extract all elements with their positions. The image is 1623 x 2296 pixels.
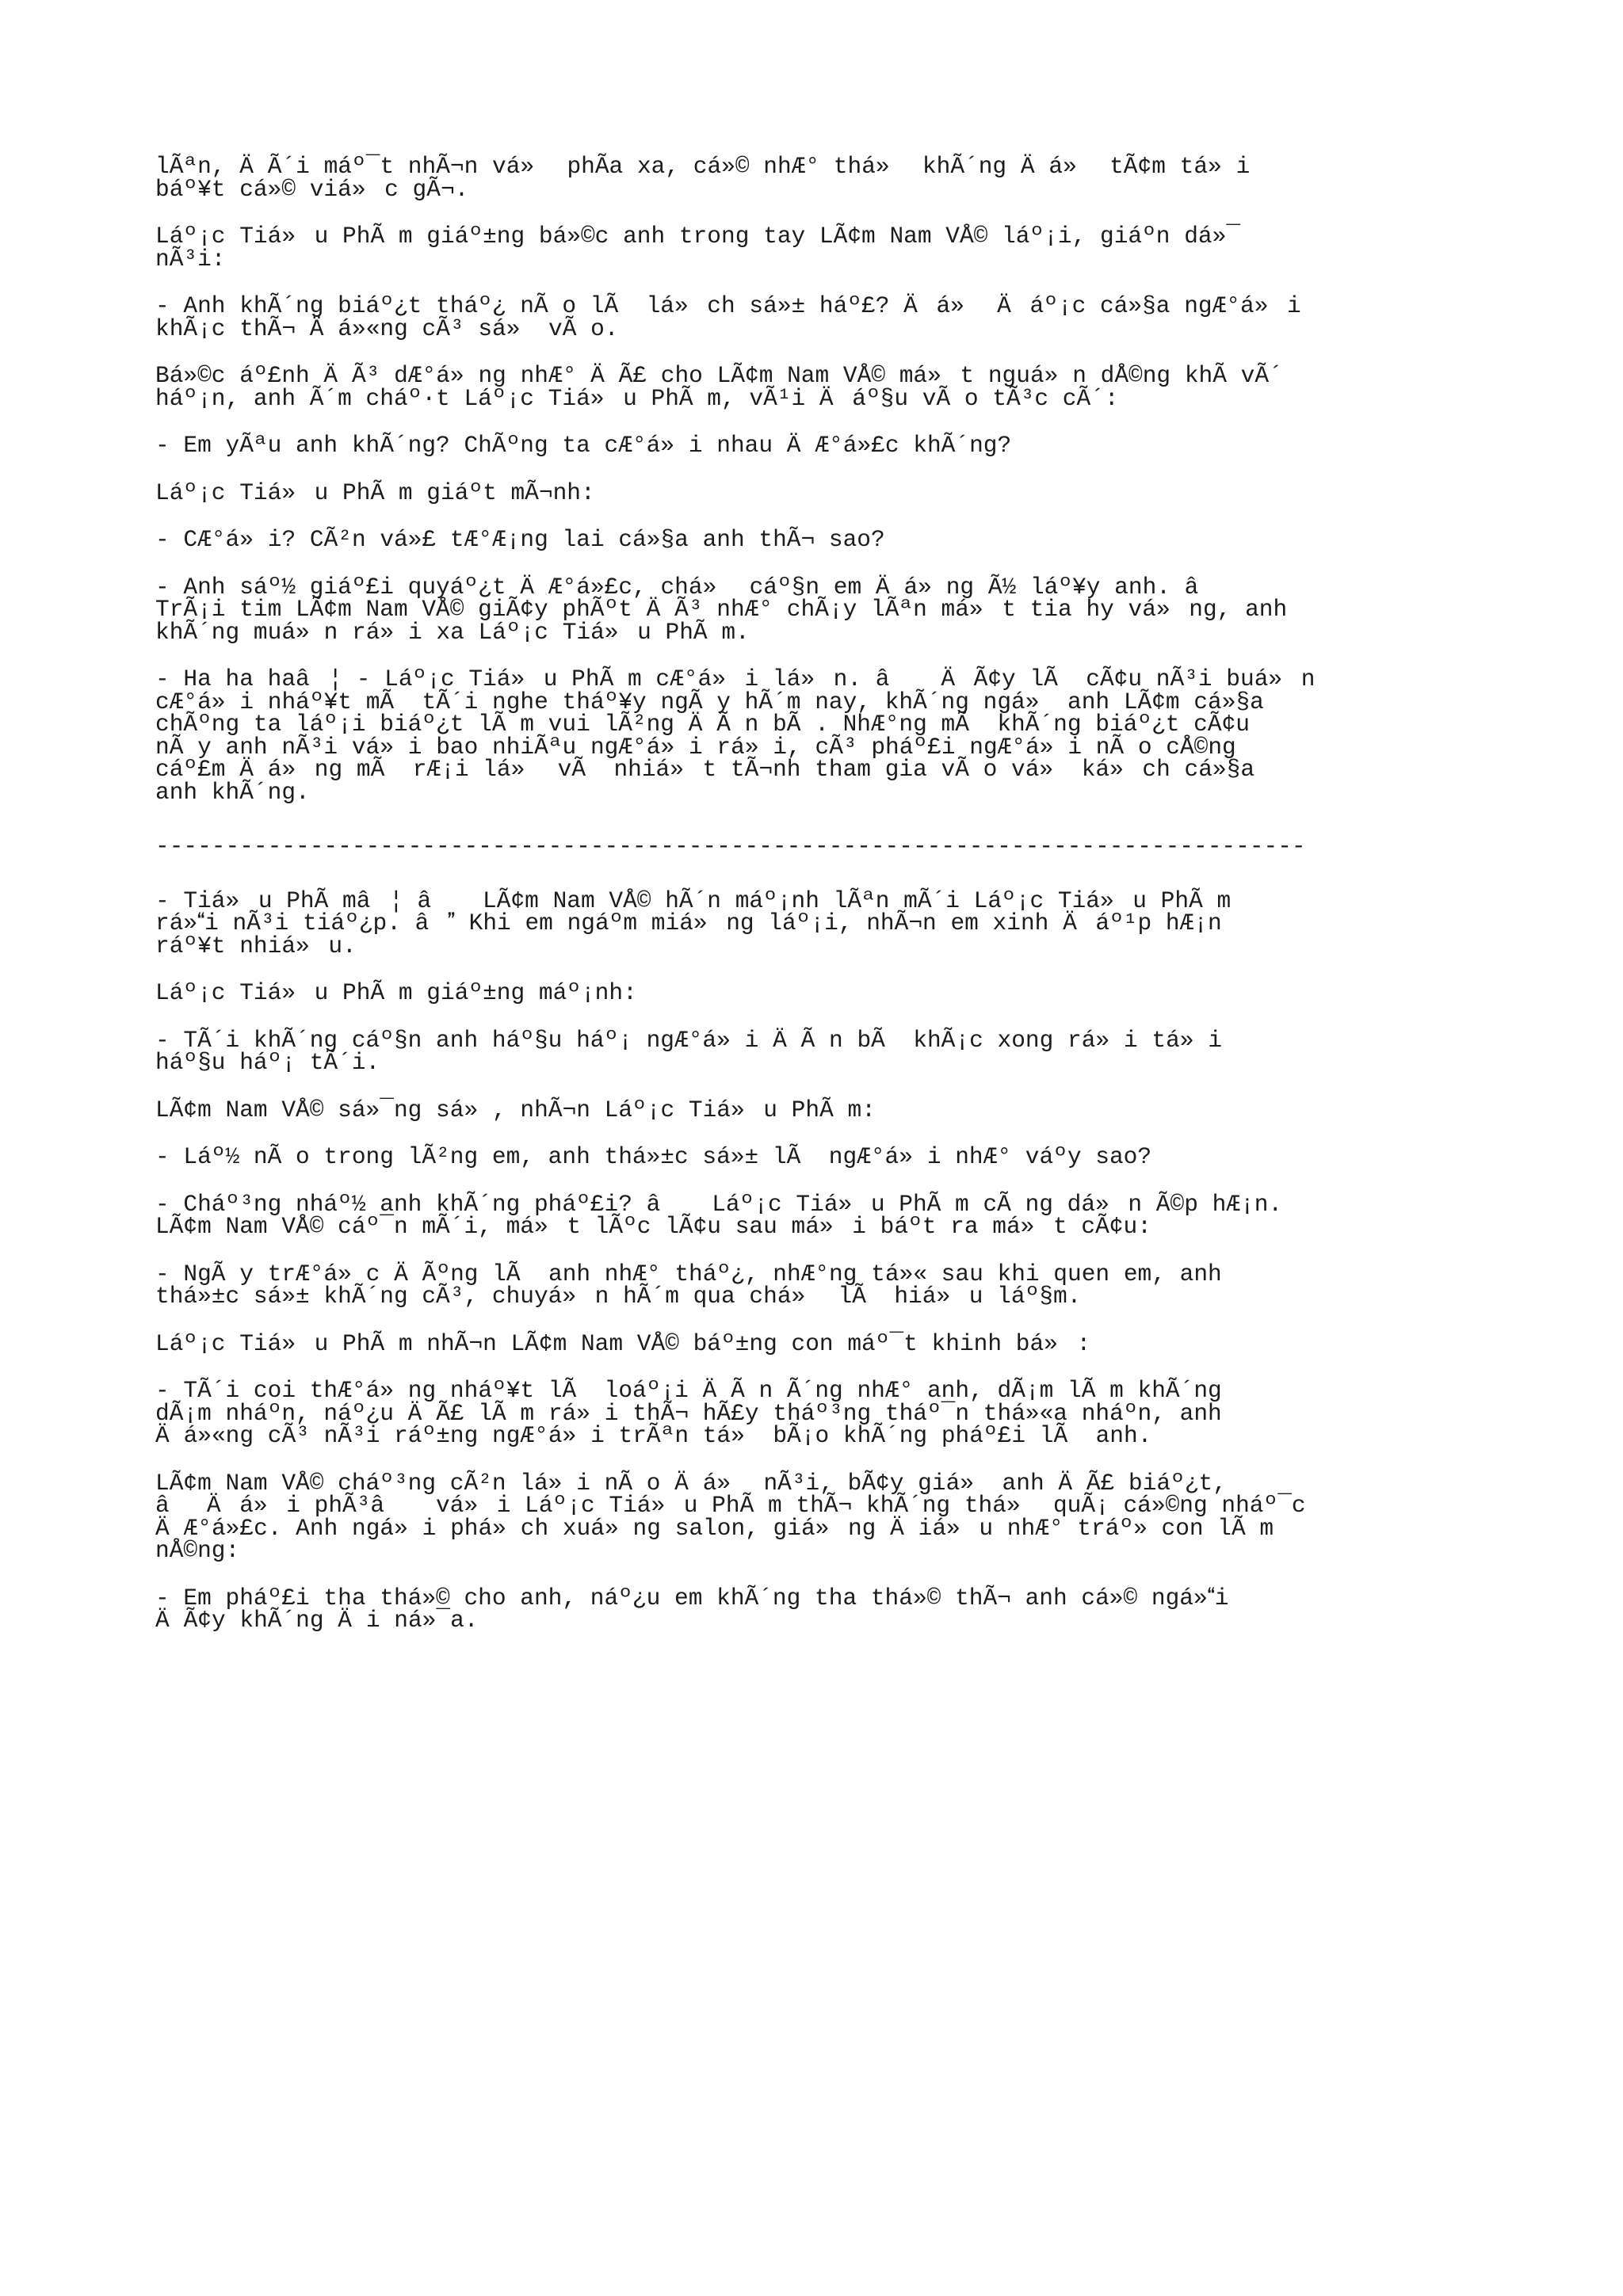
- paragraph: - TÃ´i coi thÆ°á»ng nháº¥t lÃ loáº¡i ÄÃ n Ã´ng nhÆ° anh, dÃ¡m lÃ m khÃ´ng dÃ¡m nháºn, náº¿u ÄÃ£ lÃ m rá»i thÃ¬ hÃ£y tháº³ng tháº¯n thá»«a nháºn, anh Äá»«ng cÃ³ nÃ³i ráº±ng ngÆ°á»i trÃªn tá» bÃ¡o khÃ´ng pháº£i lÃ anh.: [155, 1377, 1222, 1449]
- paragraph: - TÃ´i khÃ´ng cáº§n anh háº§u háº¡ ngÆ°á»i ÄÃ n bÃ khÃ¡c xong rá»i tá»i háº§u háº¡ tÃ´i.: [155, 1026, 1223, 1076]
- paragraph: LÃ¢m Nam VÅ© cháº³ng cÃ²n lá»i nÃ o Äá» nÃ³i, bÃ¢y giá» anh ÄÃ£ biáº¿t, âÄá»i phÃ³â vá»i Láº¡c Tiá»u PhÃ m thÃ¬ khÃ´ng thá» quÃ¡ cá»©ng nháº¯c ÄÆ°á»£c. Anh ngá»i phá»ch xuá»ng salon, giá»ng Äiá»u nhÆ° tráº» con lÃ m nÅ©ng:: [155, 1469, 1306, 1564]
- paragraph: - Cháº³ng nháº½ anh khÃ´ng pháº£i? â Láº¡c Tiá»u PhÃ m cÃ ng dá»n Ã©p hÆ¡n. LÃ¢m Nam VÅ© cáº¯n mÃ´i, má»t lÃºc lÃ¢u sau má»i báºt ra má»t cÃ¢u:: [155, 1190, 1283, 1240]
- document-body-top: [155, 153, 1487, 806]
- paragraph: Láº¡c Tiá»u PhÃ m giáº±ng bá»©c anh trong tay LÃ¢m Nam VÅ© láº¡i, giáºn dá»¯ nÃ³i:: [155, 223, 1241, 273]
- paragraph: - CÆ°á»i? CÃ²n vá»£ tÆ°Æ¡ng lai cá»§a anh thÃ¬ sao?: [155, 526, 885, 553]
- paragraph: - Tiá»u PhÃ mâ¦ â LÃ¢m Nam VÅ© hÃ´n máº¡nh lÃªn mÃ´i Láº¡c Tiá»u PhÃ m rá»i nÃ³i tiáº¿p. â Khi em ngáºm miá»ng láº¡i, nhÃ¬n em xinh Äáº¹p hÆ¡n ráº¥t nhiá»u.: [155, 887, 1232, 959]
- paragraph: - Láº½ nÃ o trong lÃ²ng em, anh thá»±c sá»± lÃ ngÆ°á»i nhÆ° váºy sao?: [155, 1143, 1152, 1170]
- paragraph: - NgÃ y trÆ°á»c ÄÃºng lÃ anh nhÆ° tháº¿, nhÆ°ng tá»« sau khi quen em, anh thá»±c sá»± khÃ´ng cÃ³, chuyá»n hÃ´m qua chá» lÃ hiá»u láº§m.: [155, 1260, 1222, 1310]
- paragraph: - Anh khÃ´ng biáº¿t tháº¿ nÃ o lÃ lá»ch sá»± háº£? Äá» Äáº¡c cá»§a ngÆ°á»i khÃ¡c thÃ¬ Äá»«ng cÃ³ sá» vÃ o.: [155, 292, 1301, 342]
- document-body-bottom: [155, 887, 1487, 1634]
- paragraph: - Em yÃªu anh khÃ´ng? ChÃºng ta cÆ°á»i nhau ÄÆ°á»£c khÃ´ng?: [155, 432, 1012, 459]
- paragraph: lÃªn, ÄÃ´i máº¯t nhÃ¬n vá» phÃa xa, cá»© nhÆ° thá» khÃ´ng Äá» tÃ¢m tá»i báº¥t cá»© viá»c gÃ¬.: [155, 153, 1251, 203]
- paragraph: Láº¡c Tiá»u PhÃ m giáºt mÃ¬nh:: [155, 479, 595, 506]
- paragraph: Láº¡c Tiá»u PhÃ m nhÃ¬n LÃ¢m Nam VÅ© báº±ng con máº¯t khinh bá»:: [155, 1329, 1091, 1357]
- paragraph: Láº¡c Tiá»u PhÃ m giáº±ng máº¡nh:: [155, 979, 637, 1006]
- paragraph: LÃ¢m Nam VÅ© sá»¯ng sá», nhÃ¬n Láº¡c Tiá»u PhÃ m:: [155, 1096, 876, 1123]
- paragraph: - Anh sáº½ giáº£i quyáº¿t ÄÆ°á»£c, chá» cáº§n em Äá»ng Ã½ láº¥y anh. â TrÃ¡i tim LÃ¢m Nam VÅ© giÃ¢y phÃºt ÄÃ³ nhÆ° chÃ¡y lÃªn má»t tia hy vá»ng, anh khÃ´ng muá»n rá»i xa Láº¡c Tiá»u PhÃ m.: [155, 573, 1288, 646]
- paragraph: Bá»©c áº£nh ÄÃ³ dÆ°á»ng nhÆ° ÄÃ£ cho LÃ¢m Nam VÅ© má»t nguá»n dÅ©ng khÃ vÃ´ háº¡n, anh Ã´m cháº·t Láº¡c Tiá»u PhÃ m, vÃ¹i Äáº§u vÃ o tÃ³c cÃ´:: [155, 362, 1283, 412]
- document-page: [155, 155, 1487, 1657]
- paragraph: - Ha ha haâ¦ - Láº¡c Tiá»u PhÃ m cÆ°á»i lá»n. â ÄÃ¢y lÃ cÃ¢u nÃ³i buá»n cÆ°á»i nháº¥t mÃ tÃ´i nghe tháº¥y ngÃ y hÃ´m nay, khÃ´ng ngá» anh LÃ¢m cá»§a chÃºng ta láº¡i biáº¿t lÃ m vui lÃ²ng ÄÃ n bÃ . NhÆ°ng mÃ khÃ´ng biáº¿t cÃ¢u nÃ y anh nÃ³i vá»i bao nhiÃªu ngÆ°á»i rá»i, cÃ³ pháº£i ngÆ°á»i nÃ o cÅ©ng cáº£m Äá»ng mÃ rÆ¡i lá» vÃ nhiá»t tÃ¬nh tham gia vÃ o vá» ká»ch cá»§a anh khÃ´ng.: [155, 666, 1316, 806]
- paragraph: - Em pháº£i tha thá»© cho anh, náº¿u em khÃ´ng tha thá»© thÃ¬ anh cá»© ngá»i ÄÃ¢y khÃ´ng Äi ná»¯a.: [155, 1584, 1229, 1634]
- section-divider: ----------------------------------------------------------------------------------: [155, 835, 1306, 858]
